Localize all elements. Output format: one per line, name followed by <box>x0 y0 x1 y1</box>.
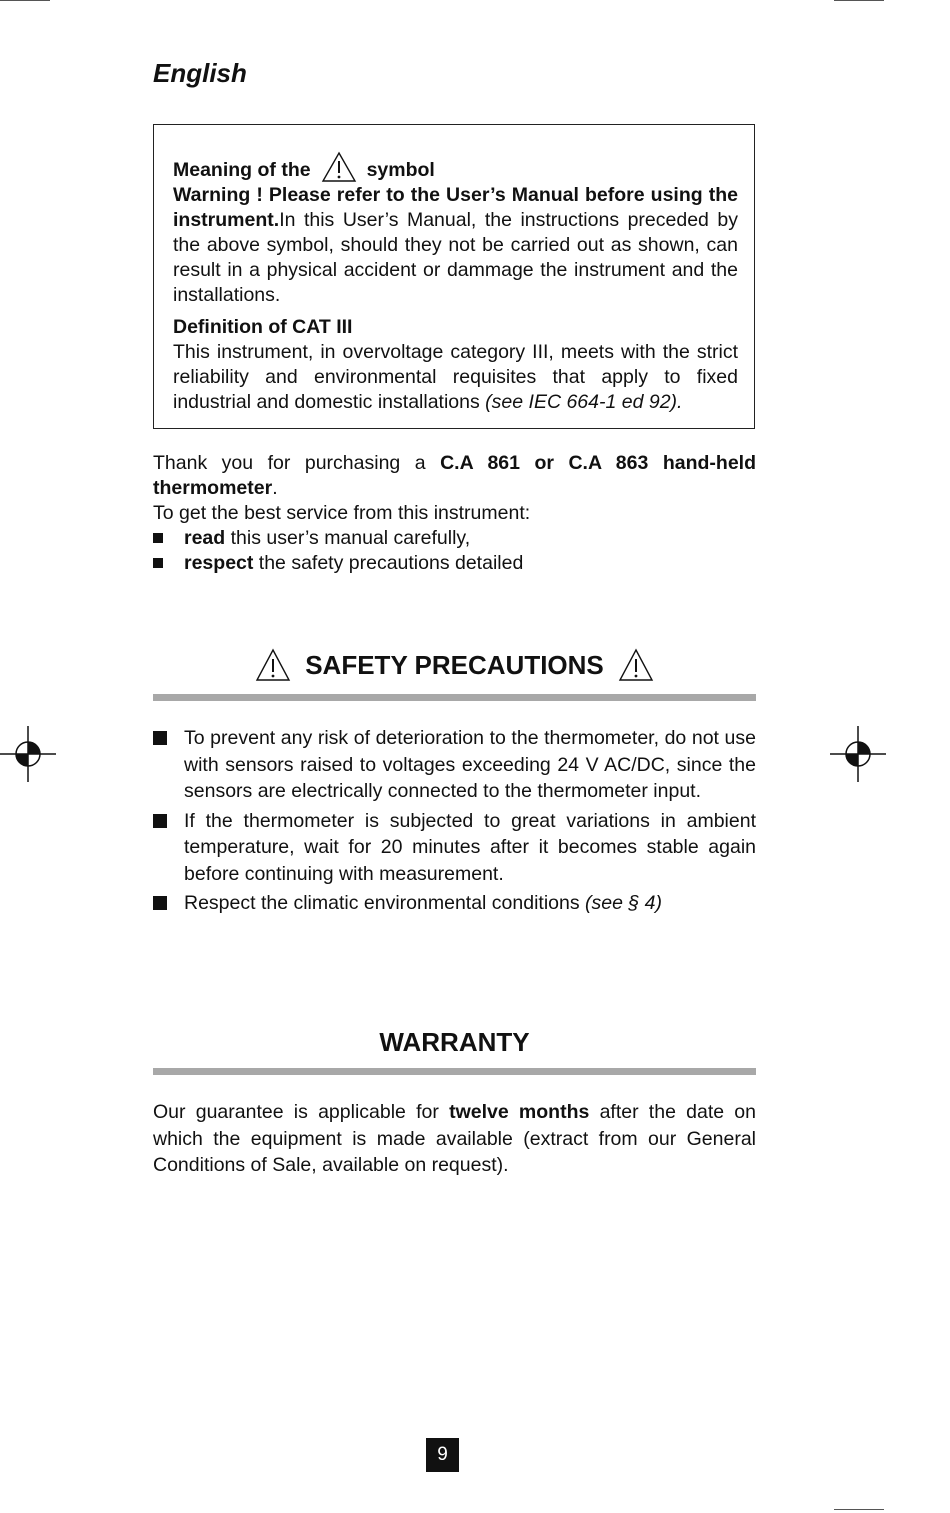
crop-mark-bottom-right <box>834 1509 884 1510</box>
section-divider <box>153 1068 756 1075</box>
product-name: C.A 861 or C.A 863 hand-held thermometer <box>153 452 756 499</box>
list-item <box>153 890 756 917</box>
warning-text: In this User’s Manual, the instructions preceded by the above symbol, should they not be carried out as shown, can result in a physical accident or dammage the instrument and the installations. <box>173 209 738 306</box>
safety-item-text: To prevent any risk of deterioration to the thermometer, do not use with sensors raised to voltages exceeding 24 V AC/DC, since the sensors are electrically connected to the thermometer input. <box>184 727 756 802</box>
cat-iii-heading: Definition of CAT III <box>173 316 353 338</box>
thanks-text: Thank you for purchasing a <box>153 452 441 474</box>
bullet-text: the safety precautions detailed <box>253 552 524 574</box>
meaning-label: Meaning of the <box>173 159 311 181</box>
list-item <box>153 526 756 551</box>
bullet-bold: respect <box>184 552 254 574</box>
safety-list <box>153 725 756 920</box>
warranty-heading <box>153 1027 756 1058</box>
bullet-text: this user’s manual carefully, <box>225 527 471 549</box>
warning-triangle-icon <box>255 648 291 682</box>
safety-title: SAFETY PRECAUTIONS <box>305 649 604 680</box>
crop-mark-top-left <box>0 0 50 1</box>
safety-heading <box>153 648 756 682</box>
page-number: 9 <box>426 1438 459 1472</box>
list-item <box>153 725 756 805</box>
best-service-line: To get the best service from this instrument: <box>153 502 531 524</box>
symbol-label: symbol <box>366 159 435 181</box>
safety-item-text <box>184 890 662 917</box>
warning-paragraph <box>173 183 738 308</box>
bullet-bold: read <box>184 527 226 549</box>
language-heading: English <box>153 58 247 88</box>
list-item <box>153 808 756 888</box>
bullet-square-icon <box>153 533 163 543</box>
cat-iii-paragraph <box>173 340 738 415</box>
registration-mark-icon <box>830 726 886 782</box>
thanks-period: . <box>272 477 278 499</box>
cat-iii-text: This instrument, in overvoltage category III, meets with the strict reliability and environmental requisites that apply to fixed industrial and domestic installations <box>173 341 738 413</box>
warning-box <box>153 124 755 429</box>
thanks-paragraph <box>153 451 756 501</box>
cat-iii-reference: (see IEC 664-1 ed 92). <box>485 391 683 413</box>
bullet-square-icon <box>153 731 167 745</box>
bullet-square-icon <box>153 558 163 568</box>
safety-item-reference: (see § 4) <box>585 892 662 914</box>
registration-mark-icon <box>0 726 56 782</box>
warning-triangle-icon <box>618 648 654 682</box>
warranty-title: WARRANTY <box>379 1027 530 1057</box>
warranty-text-before: Our guarantee is applicable for <box>153 1101 450 1123</box>
section-divider <box>153 694 756 701</box>
safety-item-text: If the thermometer is subjected to great variations in ambient temperature, wait for 20 minutes after it becomes stable again before continuing with measurement. <box>184 809 756 885</box>
crop-mark-top-right <box>834 0 884 1</box>
warning-triangle-icon <box>321 151 357 183</box>
symbol-meaning-row <box>173 157 738 183</box>
list-item <box>153 551 756 576</box>
warranty-paragraph <box>153 1099 756 1179</box>
warning-bold-text: Warning ! Please refer to the User’s Manual before using the instrument. <box>173 184 738 231</box>
warranty-duration: twelve months <box>449 1101 590 1123</box>
bullet-square-icon <box>153 896 167 910</box>
intro-section <box>153 451 756 576</box>
bullet-square-icon <box>153 814 167 828</box>
warranty-text-after: after the date on which the equipment is made available (extract from our General Conditions of Sale, available on request). <box>153 1101 756 1176</box>
safety-item-text-main: Respect the climatic environmental conditions <box>184 892 586 914</box>
